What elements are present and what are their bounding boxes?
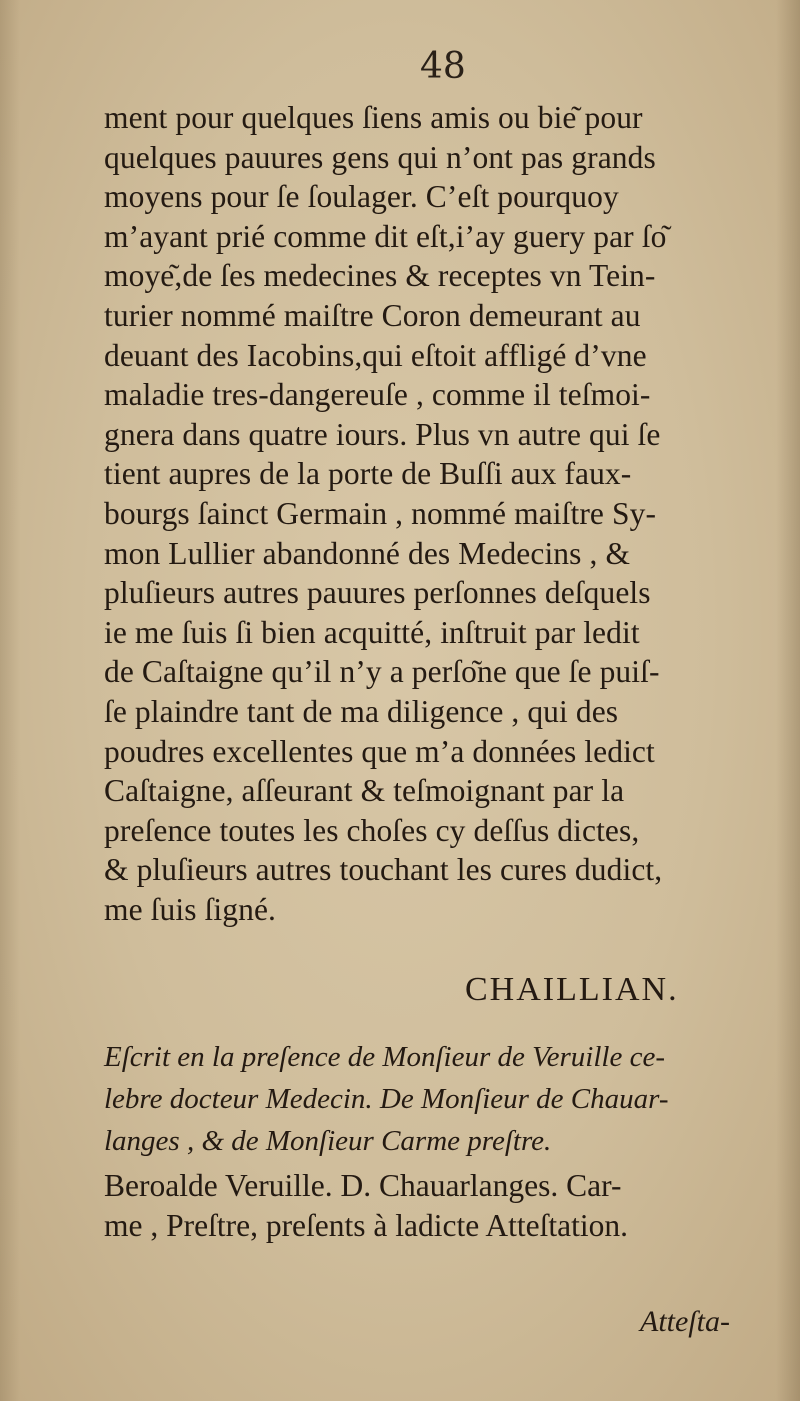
text-line: pluſieurs autres pauures perſonnes deſquels <box>104 575 651 611</box>
text-line: gnera dans quatre iours. Plus vn autre qui ſe <box>104 416 661 452</box>
text-line: de Caſtaigne qu’il n’y a perſo͂ne que ſe puiſ- <box>104 654 660 690</box>
witness-line: Beroalde Veruille. D. Chauarlanges. Car- <box>104 1168 622 1203</box>
text-line: ſe plaindre tant de ma diligence , qui des <box>104 693 619 729</box>
witness-line: me , Preſtre, preſents à ladicte Atteſtation. <box>104 1207 628 1243</box>
body-text <box>104 98 764 929</box>
witness-signatures <box>104 1166 764 1245</box>
text-line: moyens pour ſe ſoulager. C’eſt pourquoy <box>104 179 619 215</box>
text-line: m’ayant prié comme dit eſt,i’ay guery par ſo͂ <box>104 218 667 254</box>
text-line: me ſuis ſigné. <box>104 891 277 927</box>
text-line: moye͂,de ſes medecines & receptes vn Tein- <box>104 258 656 294</box>
page-shadow-right <box>776 0 800 1401</box>
text-line: poudres excellentes que m’a données ledict <box>104 733 655 769</box>
italic-line: lebre docteur Medecin. De Monſieur de Chauar- <box>104 1083 669 1115</box>
text-line: quelques pauures gens qui n’ont pas grands <box>104 139 656 175</box>
italic-line: Eſcrit en la preſence de Monſieur de Veruille ce- <box>104 1041 665 1073</box>
text-line: mon Lullier abandonné des Medecins , & <box>104 535 631 571</box>
text-line: & pluſieurs autres touchant les cures dudict, <box>104 852 663 888</box>
page-shadow-left <box>0 0 20 1401</box>
page-number: 48 <box>420 46 466 87</box>
text-line: deuant des Iacobins,qui eſtoit affligé d’vne <box>104 337 647 373</box>
text-line: maladie tres-dangereuſe , comme il teſmoi- <box>104 377 651 413</box>
text-line: preſence toutes les choſes cy deſſus dictes, <box>104 812 640 848</box>
text-line: ment pour quelques ſiens amis ou bie͂ pour <box>104 100 643 135</box>
signature-name: CHAILLIAN. <box>465 971 679 1008</box>
text-line: ie me ſuis ſi bien acquitté, inſtruit par ledit <box>104 614 640 650</box>
attestation-note <box>104 1036 764 1162</box>
text-line: bourgs ſainct Germain , nommé maiſtre Sy- <box>104 495 657 531</box>
catchword: Atteſta- <box>640 1305 730 1338</box>
text-line: Caſtaigne, aſſeurant & teſmoignant par la <box>104 773 625 809</box>
text-line: tient aupres de la porte de Buſſi aux faux- <box>104 456 632 492</box>
text-line: turier nommé maiſtre Coron demeurant au <box>104 297 641 333</box>
italic-line: langes , & de Monſieur Carme preſtre. <box>104 1125 552 1157</box>
